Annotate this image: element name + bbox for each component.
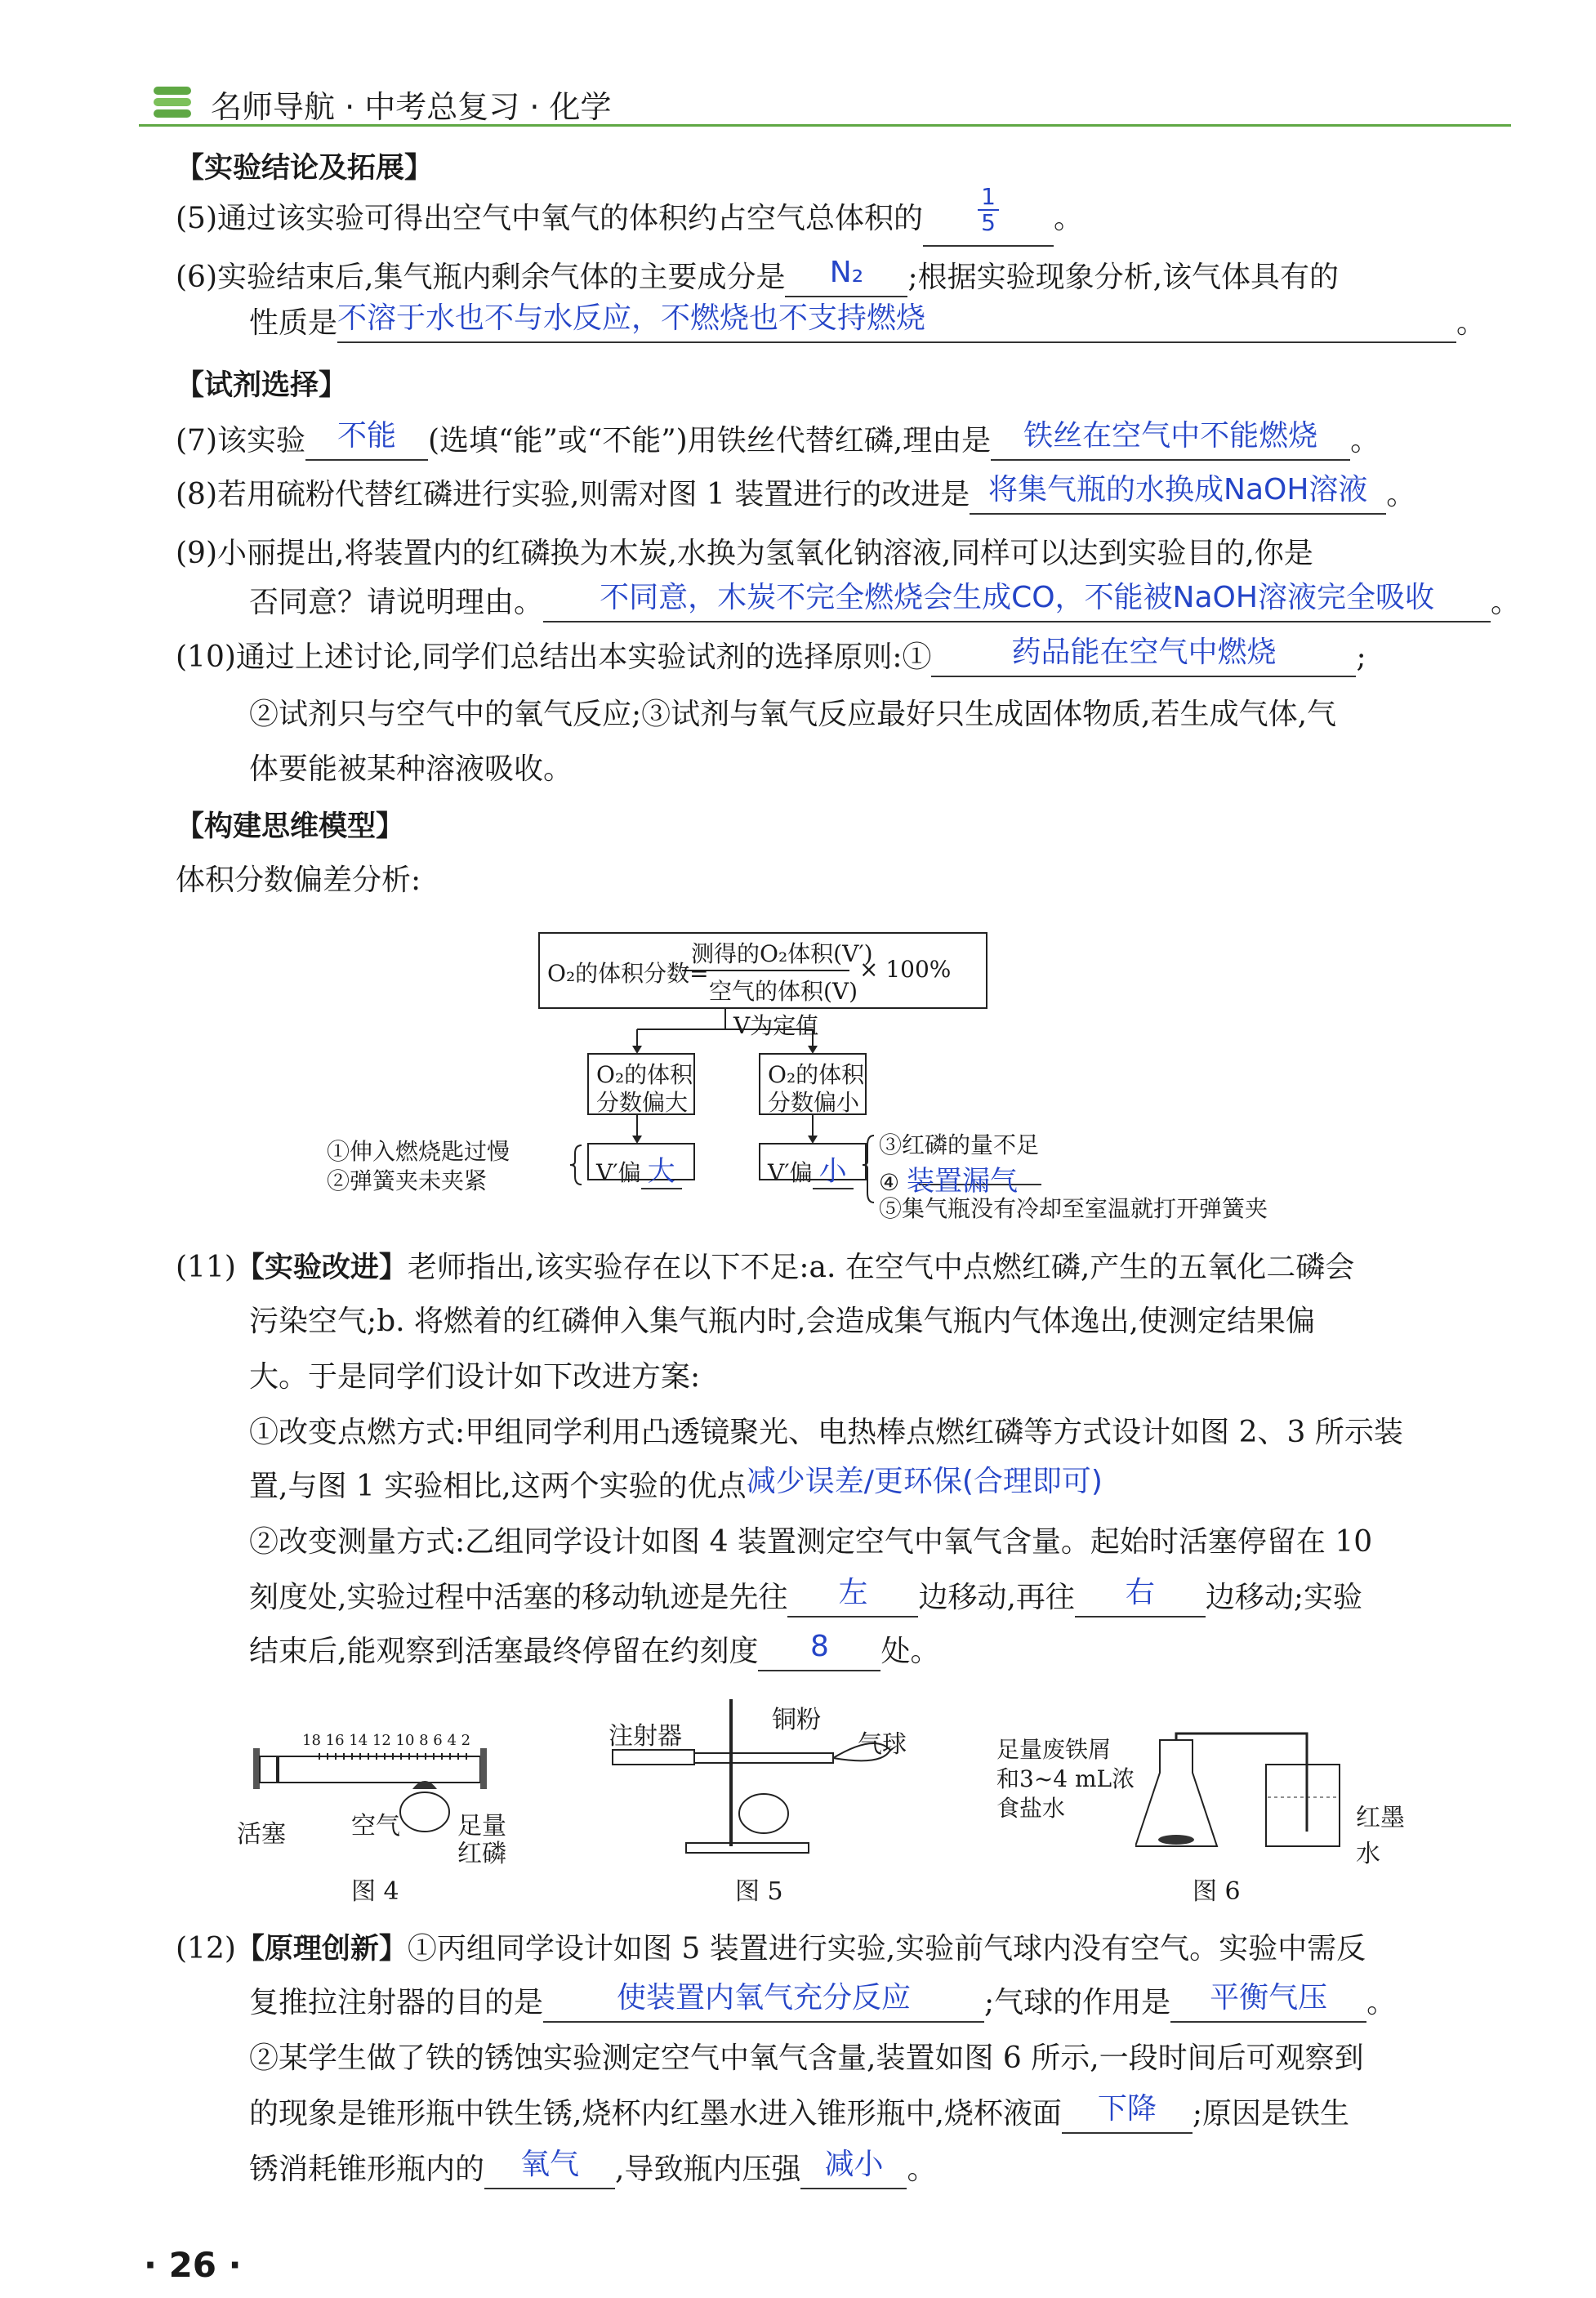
q7-answer2: 铁丝在空气中不能燃烧: [991, 423, 1350, 461]
q12-tag: 【原理创新】: [235, 1933, 408, 1966]
formula-right: × 100%: [859, 956, 952, 983]
fig6-label1: 足量废铁屑: [996, 1736, 1112, 1763]
question-11-line5: 置,与图 1 实验相比,这两个实验的优点减少误差/更环保(合理即可): [249, 1462, 1139, 1511]
formula-left: O₂的体积分数=: [547, 960, 709, 987]
q6-text: (6)实验结束后,集气瓶内剩余气体的主要成分是: [176, 261, 786, 294]
fig4-piston-label: 活塞: [237, 1820, 286, 1849]
formula-denominator: 空气的体积(V): [709, 978, 858, 1005]
fig4-scale: 18 16 14 12 10 8 6 4 2: [302, 1732, 471, 1749]
question-12-line4: 的现象是锥形瓶中铁生锈,烧杯内红墨水进入锥形瓶中,烧杯液面 下降 ;原因是铁生: [249, 2090, 1349, 2139]
q12-answer1: 使装置内氧气充分反应: [543, 1985, 984, 2023]
question-12-line3: ②某学生做了铁的锈蚀实验测定空气中氧气含量,装置如图 6 所示,一段时间后可观察到: [249, 2041, 1364, 2075]
q11-answer3: 右: [1075, 1580, 1206, 1618]
question-11-line7: 刻度处,实验过程中活塞的移动轨迹是先往 左 边移动,再往 右 边移动;实验: [249, 1573, 1362, 1622]
question-10-line3: 体要能被某种溶液吸收。: [249, 752, 573, 786]
q11-answer1: 减少误差/更环保(合理即可): [746, 1465, 1103, 1498]
section-reagent: 【试剂选择】: [176, 369, 348, 402]
page-number: · 26 ·: [144, 2245, 242, 2285]
v-low-answer: 小: [813, 1155, 854, 1189]
reason-5: ⑤集气瓶没有冷却至室温就打开弹簧夹: [879, 1195, 1268, 1222]
question-7: [176, 417, 1380, 466]
q6-text-b: ;根据实验现象分析,该气体具有的: [907, 261, 1340, 294]
reason-4: ④ 装置漏气: [879, 1165, 1019, 1198]
v-low-box: V′偏 小: [768, 1149, 854, 1189]
q6-text-c: 性质是: [249, 306, 338, 340]
q8-end: 。: [1386, 478, 1416, 511]
q10-end: ;: [1356, 640, 1366, 674]
q5-answer: [923, 183, 1054, 247]
question-9-line2: [249, 578, 1520, 627]
q12-answer2: 平衡气压: [1170, 1985, 1366, 2023]
q5-text: (5)通过该实验可得出空气中氧气的体积约占空气总体积的: [176, 202, 923, 235]
q7-answer1: 不能: [305, 423, 428, 461]
q5-answer-num: 1: [978, 185, 999, 211]
question-12-line5: 锈消耗锥形瓶内的 氧气 ,导致瓶内压强 减小 。: [249, 2145, 936, 2194]
fig5-caption: 图 5: [735, 1877, 783, 1906]
q11-answer2: 左: [787, 1580, 918, 1618]
q9-answer: 不同意，木炭不完全燃烧会生成CO，不能被NaOH溶液完全吸收: [543, 585, 1491, 622]
fixed-v-label: V为定值: [733, 1012, 819, 1039]
q6-end: 。: [1456, 306, 1487, 340]
q6-answer1: N₂: [785, 260, 907, 297]
question-11-line6: ②改变测量方式:乙组同学设计如图 4 装置测定空气中氧气含量。起始时活塞停留在 10: [249, 1525, 1373, 1559]
q9-text: (9)小丽提出,将装置内的红磷换为木炭,水换为氢氧化钠溶液,同样可以达到实验目的,你是: [176, 537, 1313, 570]
fig4-p2-label: 红磷: [457, 1840, 506, 1868]
fig5-syringe-label: 注射器: [609, 1722, 682, 1751]
q10-answer: 药品能在空气中燃烧: [931, 640, 1356, 677]
q11-answer4: 8: [758, 1634, 880, 1671]
q9-text-b: 否同意？请说明理由。: [249, 586, 544, 619]
question-8: [176, 471, 1415, 520]
q10-text: (10)通过上述讨论,同学们总结出本实验试剂的选择原则:①: [176, 640, 932, 674]
q6-answer2: 不溶于水也不与水反应，不燃烧也不支持燃烧: [337, 306, 1456, 343]
formula-numerator: 测得的O₂体积(V′): [691, 940, 873, 967]
fig4-air-label: 空气: [351, 1812, 400, 1841]
question-11-line1: (11)【实验改进】老师指出,该实验存在以下不足:a. 在空气中点燃红磷,产生的五氧化二磷会: [176, 1251, 1355, 1284]
model-subtitle: 体积分数偏差分析:: [176, 863, 421, 897]
question-12-line2: 复推拉注射器的目的是 使装置内氧气充分反应 ;气球的作用是 平衡气压 。: [249, 1979, 1396, 2028]
fig5-balloon-label: 气球: [858, 1730, 907, 1759]
fig6-apparatus-icon: [1135, 1732, 1380, 1854]
q8-answer: 将集气瓶的水换成NaOH溶液: [970, 477, 1386, 515]
question-11-line4: ①改变点燃方式:甲组同学利用凸透镜聚光、电热棒点燃红磷等方式设计如图 2、3 所示装: [249, 1416, 1403, 1449]
question-10-line2: ②试剂只与空气中的氧气反应;③试剂与氧气反应最好只生成固体物质,若生成气体,气: [249, 698, 1337, 731]
question-9-line1: [176, 529, 1313, 578]
question-11-line2: 污染空气;b. 将燃着的红磷伸入集气瓶内时,会造成集气瓶内气体逸出,使测定结果偏: [249, 1305, 1315, 1338]
question-11-line3: 大。于是同学们设计如下改进方案:: [249, 1360, 701, 1394]
reason-1: ①伸入燃烧匙过慢: [327, 1138, 510, 1165]
question-11-line8: 结束后,能观察到活塞最终停留在约刻度 8 处。: [249, 1627, 939, 1676]
high-label-1: O₂的体积: [596, 1061, 693, 1088]
fig4-p1-label: 足量: [457, 1812, 506, 1841]
q11-tag: 【实验改进】: [235, 1252, 408, 1284]
q5-answer-den: 5: [981, 209, 996, 236]
reason-3: ③红磷的量不足: [879, 1131, 1040, 1158]
question-6-line1: [176, 253, 1339, 302]
question-6-line2: [249, 299, 1486, 348]
q12-answer5: 减小: [800, 2152, 907, 2189]
question-5: [176, 183, 1084, 247]
q12-answer4: 氧气: [484, 2152, 615, 2189]
low-label-2: 分数偏小: [768, 1089, 860, 1116]
high-label-2: 分数偏大: [596, 1089, 689, 1116]
reason-2: ②弹簧夹未夹紧: [327, 1167, 488, 1194]
deviation-diagram: [327, 931, 1348, 1225]
book-logo-icon: [150, 83, 199, 121]
q7-text-b: (选填“能”或“不能”)用铁丝代替红磷,理由是: [428, 424, 992, 457]
question-10-line1: [176, 633, 1366, 682]
fig6-ink-label: 红墨水: [1356, 1804, 1405, 1868]
fig4-caption: 图 4: [351, 1877, 399, 1906]
q12-answer3: 下降: [1062, 2096, 1193, 2134]
q9-end: 。: [1491, 586, 1521, 619]
header-title: 名师导航 · 中考总复习 · 化学: [211, 89, 612, 125]
q8-text: (8)若用硫粉代替红磷进行实验,则需对图 1 装置进行的改进是: [176, 478, 970, 511]
header-divider: [139, 124, 1511, 127]
fig5-copper-label: 铜粉: [772, 1706, 821, 1734]
q7-end: 。: [1350, 424, 1380, 457]
fig6-label2: 和3~4 mL浓: [996, 1765, 1135, 1792]
section-model: 【构建思维模型】: [176, 810, 405, 843]
question-12-line1: (12)【原理创新】①丙组同学设计如图 5 装置进行实验,实验前气球内没有空气。实验中需反: [176, 1932, 1366, 1966]
figures-row: [237, 1699, 1413, 1906]
page-header: [139, 78, 1511, 127]
fig6-caption: 图 6: [1193, 1877, 1241, 1906]
v-high-box: V′偏 大: [596, 1149, 682, 1189]
fig6-label3: 食盐水: [996, 1795, 1066, 1822]
q5-end: 。: [1054, 202, 1084, 235]
reason-4-answer: 装置漏气: [907, 1165, 1019, 1198]
section-conclusion: 【实验结论及拓展】: [176, 152, 434, 185]
low-label-1: O₂的体积: [768, 1061, 865, 1088]
q7-text: (7)该实验: [176, 424, 305, 457]
v-high-answer: 大: [641, 1155, 682, 1189]
